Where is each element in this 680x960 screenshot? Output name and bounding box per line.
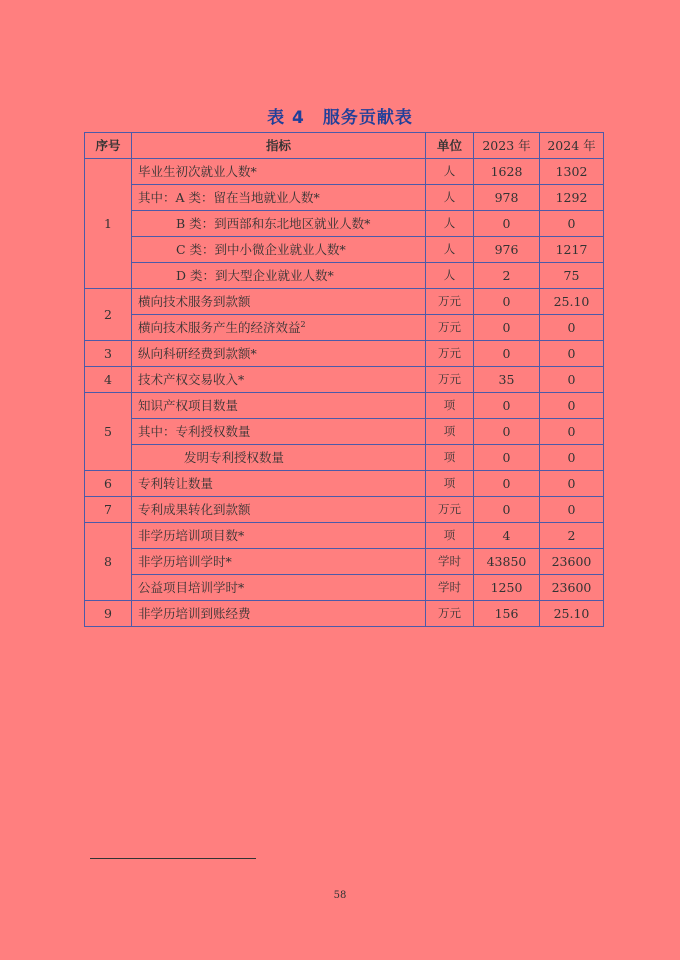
unit-cell: 人 (426, 159, 474, 185)
header-unit: 单位 (426, 133, 474, 159)
value-2023-cell: 0 (474, 445, 540, 471)
seq-cell: 1 (85, 159, 132, 289)
indicator-cell: 横向技术服务到款额 (132, 289, 426, 315)
seq-cell: 3 (85, 341, 132, 367)
table-row (85, 419, 604, 445)
value-2024-cell: 23600 (540, 549, 604, 575)
value-2024-cell: 0 (540, 367, 604, 393)
value-2023-cell: 1628 (474, 159, 540, 185)
indicator-cell: 发明专利授权数量 (132, 445, 426, 471)
indicator-cell: 纵向科研经费到款额* (132, 341, 426, 367)
indicator-cell: 非学历培训项目数* (132, 523, 426, 549)
table-row (85, 601, 604, 627)
table-row (85, 237, 604, 263)
value-2023-cell: 0 (474, 393, 540, 419)
table-header-row (85, 133, 604, 159)
indicator-cell: 其中：A 类：留在当地就业人数* (132, 185, 426, 211)
indicator-cell: 专利转让数量 (132, 471, 426, 497)
table-row (85, 315, 604, 341)
value-2024-cell: 0 (540, 211, 604, 237)
value-2023-cell: 0 (474, 315, 540, 341)
value-2023-cell: 156 (474, 601, 540, 627)
footnote-divider (90, 858, 256, 859)
value-2024-cell: 2 (540, 523, 604, 549)
unit-cell: 学时 (426, 549, 474, 575)
value-2024-cell: 0 (540, 315, 604, 341)
seq-cell: 7 (85, 497, 132, 523)
seq-cell: 4 (85, 367, 132, 393)
table-row (85, 289, 604, 315)
seq-cell: 5 (85, 393, 132, 471)
indicator-cell: 技术产权交易收入* (132, 367, 426, 393)
indicator-cell: 毕业生初次就业人数* (132, 159, 426, 185)
value-2023-cell: 1250 (474, 575, 540, 601)
value-2023-cell: 978 (474, 185, 540, 211)
table-row (85, 159, 604, 185)
indicator-cell (132, 315, 426, 341)
seq-cell: 2 (85, 289, 132, 341)
indicator-cell: 专利成果转化到款额 (132, 497, 426, 523)
indicator-cell: 其中：专利授权数量 (132, 419, 426, 445)
table-row (85, 471, 604, 497)
header-indicator: 指标 (132, 133, 426, 159)
unit-cell: 人 (426, 211, 474, 237)
unit-cell: 人 (426, 185, 474, 211)
indicator-cell: C 类：到中小微企业就业人数* (132, 237, 426, 263)
value-2023-cell: 0 (474, 341, 540, 367)
table-row (85, 211, 604, 237)
table-row (85, 523, 604, 549)
table-row (85, 497, 604, 523)
unit-cell: 项 (426, 393, 474, 419)
value-2024-cell: 25.10 (540, 601, 604, 627)
unit-cell: 万元 (426, 497, 474, 523)
table-row (85, 341, 604, 367)
seq-cell: 9 (85, 601, 132, 627)
value-2024-cell: 0 (540, 419, 604, 445)
value-2024-cell: 0 (540, 393, 604, 419)
indicator-cell: B 类：到西部和东北地区就业人数* (132, 211, 426, 237)
unit-cell: 万元 (426, 341, 474, 367)
indicator-cell: D 类：到大型企业就业人数* (132, 263, 426, 289)
unit-cell: 万元 (426, 601, 474, 627)
table-row (85, 185, 604, 211)
table-row (85, 367, 604, 393)
value-2024-cell: 1217 (540, 237, 604, 263)
value-2023-cell: 0 (474, 289, 540, 315)
value-2024-cell: 23600 (540, 575, 604, 601)
unit-cell: 项 (426, 419, 474, 445)
table-row (85, 263, 604, 289)
service-contribution-table (84, 132, 604, 627)
indicator-cell: 公益项目培训学时* (132, 575, 426, 601)
header-2023: 2023 年 (474, 133, 540, 159)
unit-cell: 万元 (426, 289, 474, 315)
unit-cell: 万元 (426, 315, 474, 341)
value-2024-cell: 0 (540, 341, 604, 367)
value-2023-cell: 976 (474, 237, 540, 263)
seq-cell: 8 (85, 523, 132, 601)
header-seq: 序号 (85, 133, 132, 159)
unit-cell: 学时 (426, 575, 474, 601)
value-2024-cell: 1292 (540, 185, 604, 211)
unit-cell: 项 (426, 471, 474, 497)
table-row (85, 575, 604, 601)
value-2023-cell: 0 (474, 471, 540, 497)
unit-cell: 人 (426, 263, 474, 289)
footnote-marker: 2 (300, 319, 306, 329)
header-2024: 2024 年 (540, 133, 604, 159)
value-2023-cell: 4 (474, 523, 540, 549)
unit-cell: 项 (426, 445, 474, 471)
page-number: 58 (333, 890, 347, 901)
value-2024-cell: 25.10 (540, 289, 604, 315)
table-row (85, 445, 604, 471)
table-row (85, 549, 604, 575)
table-title: 表 4 服务贡献表 (267, 108, 413, 128)
value-2023-cell: 35 (474, 367, 540, 393)
indicator-cell: 知识产权项目数量 (132, 393, 426, 419)
value-2024-cell: 0 (540, 471, 604, 497)
seq-cell: 6 (85, 471, 132, 497)
value-2023-cell: 0 (474, 419, 540, 445)
unit-cell: 万元 (426, 367, 474, 393)
value-2024-cell: 75 (540, 263, 604, 289)
value-2023-cell: 0 (474, 497, 540, 523)
indicator-cell: 非学历培训学时* (132, 549, 426, 575)
value-2024-cell: 1302 (540, 159, 604, 185)
value-2023-cell: 43850 (474, 549, 540, 575)
value-2023-cell: 2 (474, 263, 540, 289)
unit-cell: 人 (426, 237, 474, 263)
value-2024-cell: 0 (540, 445, 604, 471)
value-2023-cell: 0 (474, 211, 540, 237)
value-2024-cell: 0 (540, 497, 604, 523)
indicator-text: 横向技术服务产生的经济效益 (138, 320, 301, 335)
table-row (85, 393, 604, 419)
unit-cell: 项 (426, 523, 474, 549)
indicator-cell: 非学历培训到账经费 (132, 601, 426, 627)
